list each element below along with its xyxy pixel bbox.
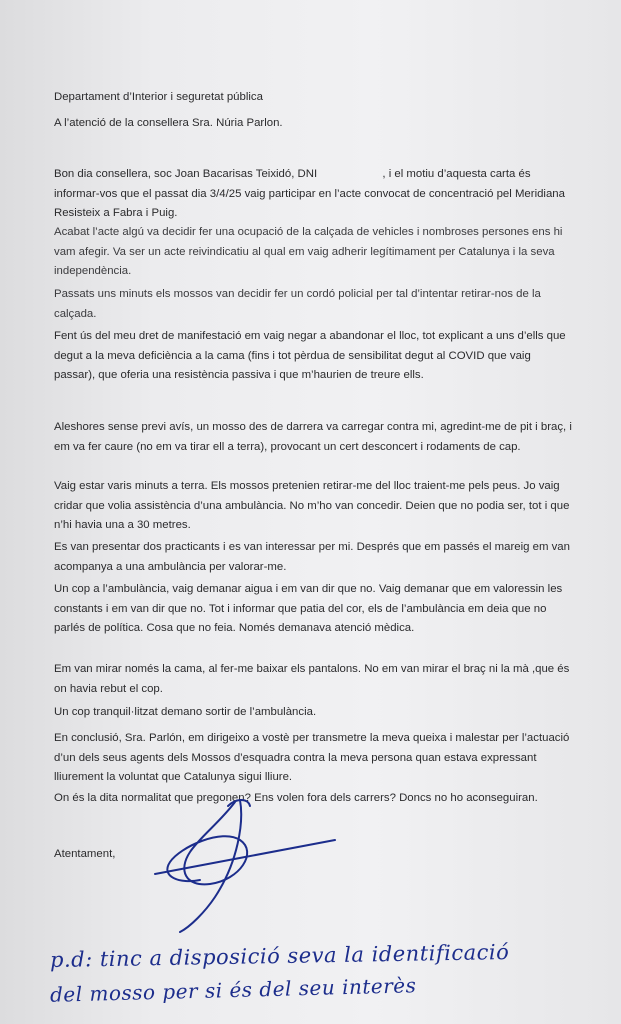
signature-icon <box>140 792 350 942</box>
paragraph-conclusion: En conclusió, Sra. Parlón, em dirigeixo a vostè per transmetre la meva queixa i malestar per l’actuació d’un dels seus agents dels Mossos d’esquadra contra la meva persona quan estava expressant lliurement la voluntat que Catalunya sigui lliure. <box>54 732 570 783</box>
paragraph-examination: Em van mirar només la cama, al fer-me baixar els pantalons. No em van mirar el braç ni la mà ,que és on havia rebut el cop. <box>54 663 570 695</box>
paragraph-calm: Un cop tranquil·litzat demano sortir de l’ambulància. <box>54 706 317 718</box>
paragraph-intro <box>54 165 574 224</box>
redacted-dni <box>320 176 382 177</box>
paragraph-cordon: Passats uns minuts els mossos van decidir fer un cordó policial per tal d’intentar retirar-nos de la calçada. <box>54 288 541 320</box>
closing-salutation: Atentament, <box>54 848 116 860</box>
paragraph-charge: Aleshores sense previ avís, un mosso des de darrera va carregar contra mi, agredint-me de pit i braç, i em va fer caure (no em va tirar ell a terra), provocant un cert desconcert i rodaments de cap. <box>54 421 572 453</box>
paragraph-practitioners: Es van presentar dos practicants i es van interessar per mi. Després que em passés el mareig em van acompanya a una ambulància per valorar-me. <box>54 541 570 573</box>
paragraph-ambulance: Un cop a l’ambulància, vaig demanar aigua i em van dir que no. Vaig demanar que em valoressin les constants i em van dir que no. Tot i informar que patia del cor, els de l’ambulància em deia que no parlés de política. Cosa que no feia. Només demanava atenció mèdica. <box>54 583 563 634</box>
paragraph-question: On és la dita normalitat que pregonen? Ens volen fora dels carrers? Doncs no ho aconseguiran. <box>54 792 538 804</box>
handwritten-note-line1: p.d: tinc a disposició seva la identificació <box>49 939 510 973</box>
paragraph-occupation: Acabat l’acte algú va decidir fer una ocupació de la calçada de vehicles i nombroses persones ens hi vam afegir. Va ser un acte reivindicatiu al qual em vaig adherir legítimament per Catalunya i la seva independència. <box>54 226 563 277</box>
paragraph-resistance: Fent ús del meu dret de manifestació em vaig negar a abandonar el lloc, tot explicant a uns d’ells que degut a la meva deficiència a la cama (fins i tot pèrdua de sensibilitat degut al COVID que vaig passar), que oferia una resistència passiva i que m’haurien de treure ells. <box>54 330 566 381</box>
intro-text-start: Bon dia consellera, soc Joan Bacarisas Teixidó, DNI <box>54 168 318 180</box>
handwritten-note-line2: del mosso per si és del seu interès <box>49 973 417 1007</box>
attention-line: A l’atenció de la consellera Sra. Núria Parlon. <box>54 117 283 129</box>
paragraph-ground: Vaig estar varis minuts a terra. Els mossos pretenien retirar-me del lloc traient-me pels peus. Jo vaig cridar que volia assistència d’una ambulància. No m’ho van concedir. Deien que no podia ser, tot i que n’hi havia una a 30 metres. <box>54 480 570 531</box>
intro-text-end: , i el motiu d’aquesta carta és informar-vos que el passat dia 3/4/25 vaig participar en l’acte convocat de concentració pel Meridiana Resisteix a Fabra i Puig. <box>54 168 565 219</box>
department-heading: Departament d’Interior i seguretat pública <box>54 91 263 103</box>
